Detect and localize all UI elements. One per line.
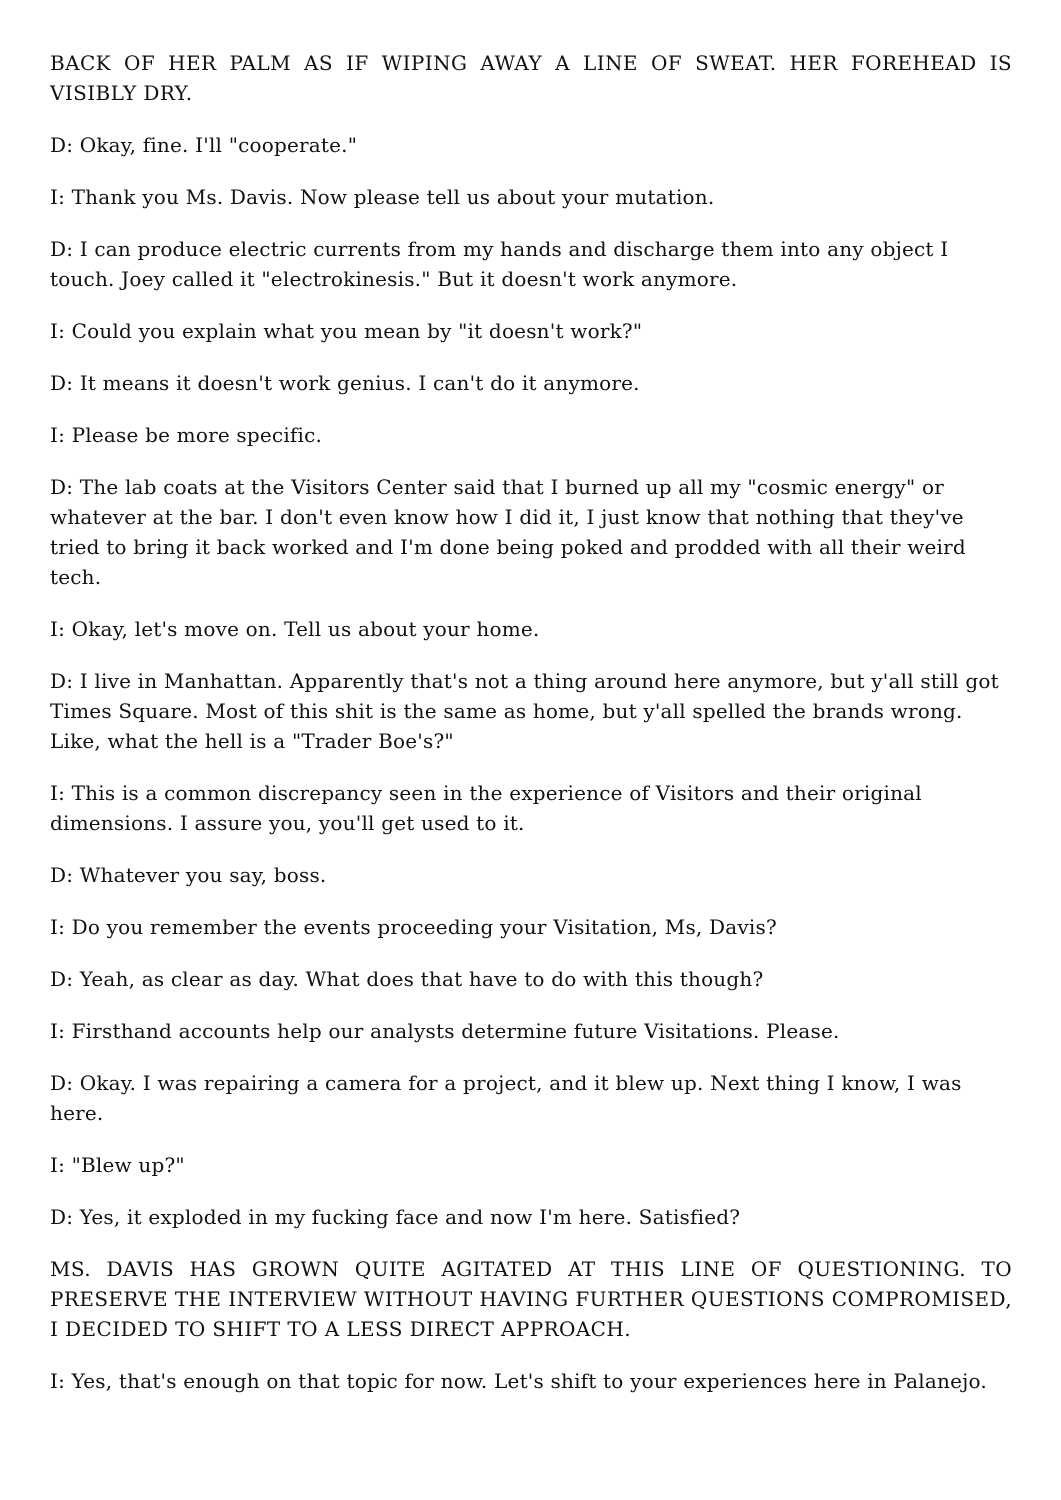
dialogue-line: I: Could you explain what you mean by "it doesn't work?" [50, 319, 643, 343]
dialogue-line: D: I live in Manhattan. Apparently that's not a thing around here anymore, but y'all still got Times Square. Most of this shit is the same as home, but y'all spelled the brands wrong. Like, what the hell is a "Trader Boe's?" [50, 669, 999, 753]
dialogue-line: I: Okay, let's move on. Tell us about your home. [50, 617, 540, 641]
dialogue-line: D: The lab coats at the Visitors Center said that I burned up all my "cosmic energy" or whatever at the bar. I don't even know how I did it, I just know that nothing that they've tried to bring it back worked and I'm done being poked and prodded with all their weird tech. [50, 475, 966, 589]
dialogue-line: D: Yes, it exploded in my fucking face and now I'm here. Satisfied? [50, 1205, 741, 1229]
dialogue-line: I: This is a common discrepancy seen in the experience of Visitors and their original dimensions. I assure you, you'll get used to it. [50, 781, 922, 835]
dialogue-line: I: "Blew up?" [50, 1153, 185, 1177]
dialogue-line: D: It means it doesn't work genius. I can't do it anymore. [50, 371, 640, 395]
dialogue-line: I: Yes, that's enough on that topic for now. Let's shift to your experiences here in Palanejo. [50, 1369, 987, 1393]
dialogue-line: I: Firsthand accounts help our analysts determine future Visitations. Please. [50, 1019, 840, 1043]
narration-paragraph: MS. DAVIS HAS GROWN QUITE AGITATED AT THIS LINE OF QUESTIONING. TO PRESERVE THE INTERVIEW WITHOUT HAVING FURTHER QUESTIONS COMPROMISED, I DECIDED TO SHIFT TO A LESS DIRECT APPROACH. [50, 1257, 1012, 1341]
dialogue-line: D: I can produce electric currents from my hands and discharge them into any object I touch. Joey called it "electrokinesis." But it doesn't work anymore. [50, 237, 949, 291]
dialogue-line: I: Please be more specific. [50, 423, 323, 447]
document-page [50, 48, 1012, 1418]
dialogue-line: I: Do you remember the events proceeding your Visitation, Ms, Davis? [50, 915, 777, 939]
dialogue-line: D: Whatever you say, boss. [50, 863, 327, 887]
dialogue-line: D: Okay. I was repairing a camera for a project, and it blew up. Next thing I know, I was here. [50, 1071, 962, 1125]
dialogue-line: I: Thank you Ms. Davis. Now please tell us about your mutation. [50, 185, 715, 209]
narration-paragraph: BACK OF HER PALM AS IF WIPING AWAY A LINE OF SWEAT. HER FOREHEAD IS VISIBLY DRY. [50, 51, 1012, 105]
dialogue-line: D: Okay, fine. I'll "cooperate." [50, 133, 358, 157]
dialogue-line: D: Yeah, as clear as day. What does that have to do with this though? [50, 967, 764, 991]
